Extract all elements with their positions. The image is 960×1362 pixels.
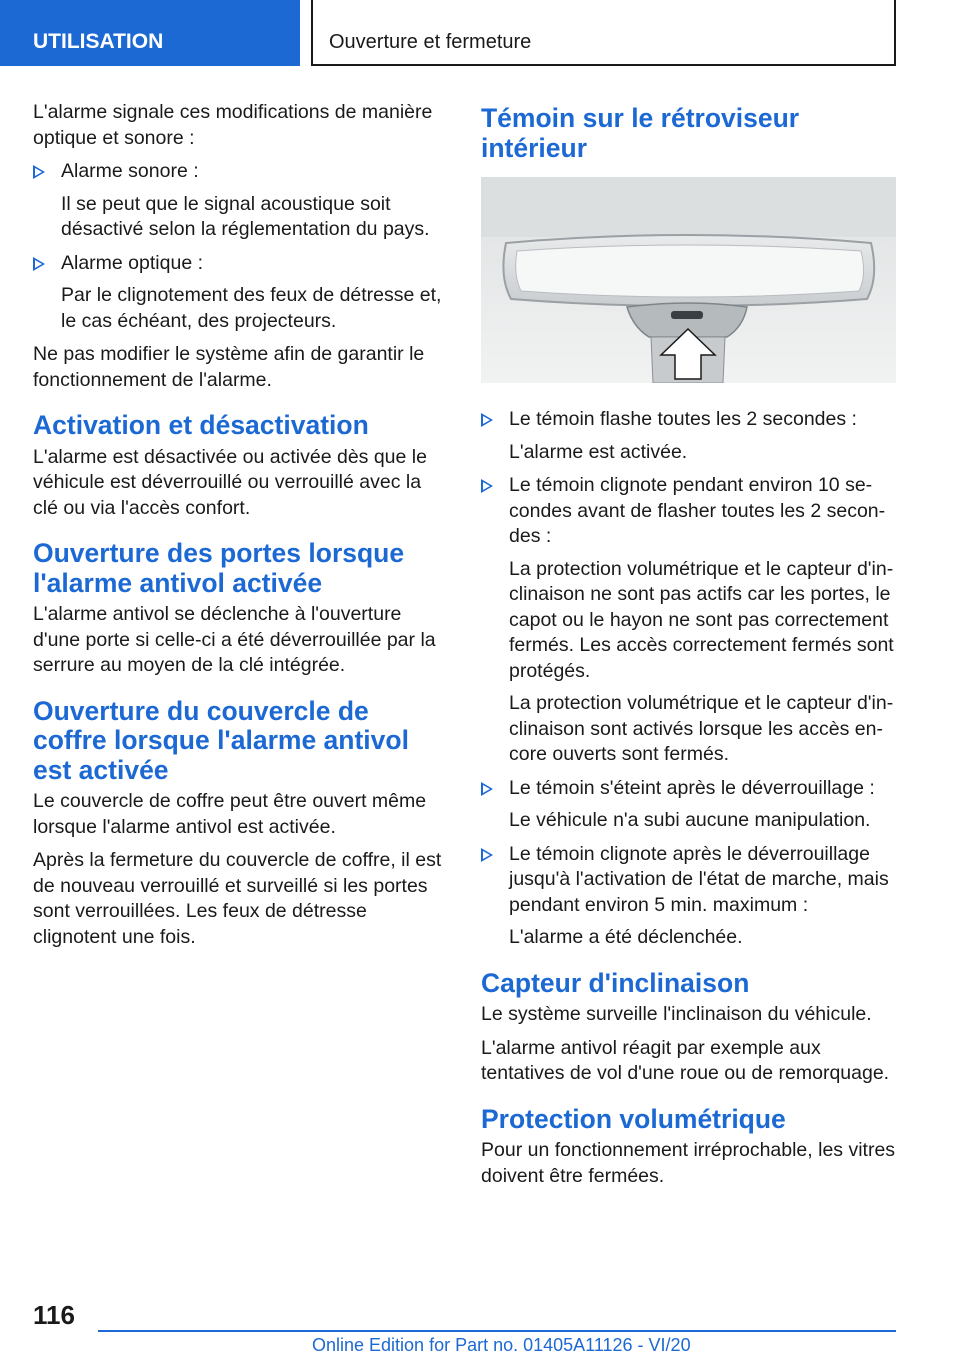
trunk-text-1: Le couvercle de coffre peut être ouvert même lorsque l'alarme antivol est activée. <box>33 790 427 838</box>
section-heading-volumetric: Protection volumétrique <box>481 1103 786 1134</box>
section-heading-doors: Ouverture des portes lorsque l'alarme antivol activée <box>33 538 405 598</box>
footer-divider <box>98 1330 896 1332</box>
triangle-bullet-icon <box>481 848 493 862</box>
rearview-mirror-figure <box>481 177 896 383</box>
doors-text: L'alarme antivol se déclenche à l'ouverture d'une porte si celle-ci a été déverrouillée par la serrure au moyen de la clé intégrée. <box>33 603 436 676</box>
list-item-text: L'alarme est activée. <box>509 440 688 463</box>
footer-edition-text: Online Edition for Part no. 01405A11126 - VI/20 <box>312 1335 691 1355</box>
section-heading-trunk: Ouverture du couvercle de coffre lorsque l'alarme antivol est activée <box>33 695 409 785</box>
alarm-intro-text: L'alarme signale ces modifications de manière optique et sonore : <box>33 101 433 149</box>
list-item-text: La protection volumétrique et le capteur d'inclinaison sont activés lorsque les accès encore ouverts sont fermés. <box>509 692 894 765</box>
indicator-state-list <box>481 407 897 951</box>
list-item-title: Alarme optique : <box>61 251 203 274</box>
tilt-text-1: Le système surveille l'inclinaison du véhicule. <box>481 1003 872 1025</box>
list-item <box>481 842 897 951</box>
right-column <box>481 100 897 1197</box>
list-item-title: Alarme sonore : <box>61 160 199 182</box>
list-item-title: Le témoin clignote après le déverrouillage jusqu'à l'activation de l'état de marche, mais pendant environ 5 min. maximum : <box>509 842 889 916</box>
left-column <box>33 100 449 958</box>
list-item <box>481 473 897 768</box>
list-item-text: Par le clignotement des feux de détresse et, le cas échéant, des projecteurs. <box>61 284 442 332</box>
page-number: 116 <box>33 1300 75 1330</box>
list-item-title: Le témoin s'éteint après le déverrouillage : <box>509 776 875 799</box>
triangle-bullet-icon <box>33 257 45 271</box>
triangle-bullet-icon <box>481 782 493 796</box>
list-item-title: Le témoin flashe toutes les 2 secondes : <box>509 408 857 430</box>
header-topic-title: Ouverture et fermeture <box>311 0 896 66</box>
triangle-bullet-icon <box>481 413 493 427</box>
section-heading-mirror-indicator: Témoin sur le rétroviseur intérieur <box>481 103 800 163</box>
tilt-text-2: L'alarme antivol réagit par exemple aux tentatives de vol d'une roue ou de remorquage. <box>481 1036 890 1084</box>
note-text: Ne pas modifier le système afin de garantir le fonctionnement de l'alarme. <box>33 343 425 391</box>
alarm-type-list <box>33 159 449 334</box>
triangle-bullet-icon <box>33 165 45 179</box>
list-item <box>33 251 449 335</box>
list-item <box>481 776 897 834</box>
trunk-text-2: Après la fermeture du couvercle de coffre, il est de nouveau verrouillé et surveillé si les portes sont verrouillées. Les feux de détresse clignotent une fois. <box>33 849 442 948</box>
activation-text: L'alarme est désactivée ou activée dès que le véhicule est déverrouillé ou verrouillé avec la clé ou via l'accès confort. <box>33 445 427 519</box>
list-item-text: L'alarme a été déclenchée. <box>509 926 743 948</box>
list-item <box>481 407 897 465</box>
list-item <box>33 159 449 243</box>
section-heading-tilt-sensor: Capteur d'inclinaison <box>481 967 750 998</box>
section-heading-activation: Activation et désactivation <box>33 410 369 440</box>
triangle-bullet-icon <box>481 479 493 493</box>
list-item-text: Il se peut que le signal acoustique soit désactivé selon la réglementation du pays. <box>61 192 430 240</box>
volumetric-text: Pour un fonctionnement irréprochable, les vitres doivent être fermées. <box>481 1139 896 1187</box>
list-item-text: Le véhicule n'a subi aucune manipulation. <box>509 809 871 831</box>
header-section-title: UTILISATION <box>0 0 300 66</box>
list-item-title: Le témoin clignote pendant environ 10 secondes avant de flasher toutes les 2 secondes : <box>509 474 886 547</box>
list-item-text: La protection volumétrique et le capteur d'inclinaison ne sont pas actifs car les portes, le capot ou le hayon ne sont pas correctement fermés. Les accès correctement fermés sont protégés. <box>509 557 894 682</box>
